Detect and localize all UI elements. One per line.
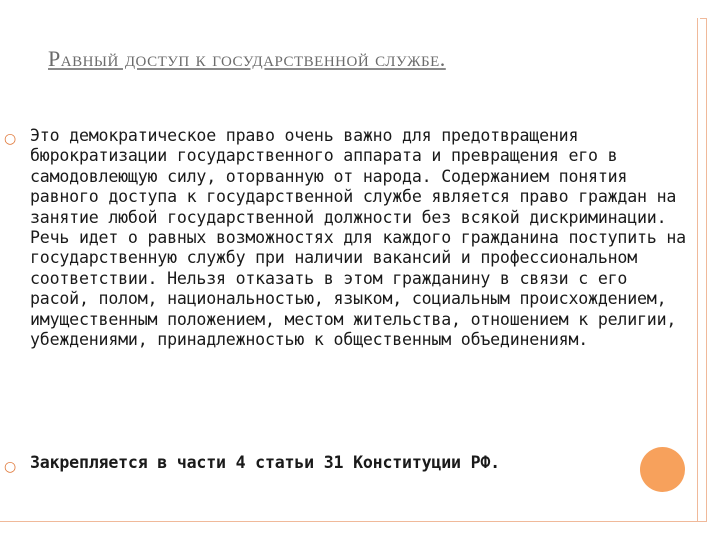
bullet-ring-icon: ○ (4, 459, 17, 475)
bullet-ring-icon: ○ (4, 131, 17, 147)
slide-title: Равный доступ к государственной службе. (48, 46, 446, 71)
decorative-frame-bottom (0, 521, 706, 522)
decorative-circle (640, 447, 685, 492)
decorative-frame-corner (700, 18, 706, 25)
decorative-frame-right (697, 18, 707, 522)
bullet-text: Закрепляется в части 4 статьи 31 Конституции РФ. (30, 453, 500, 472)
bullet-text: Это демократическое право очень важно для предотвращения бюрократизации государственного аппарата и превращения его в самодовлеющую силу, оторванную от народа. Содержанием понятия равного доступа к государственной службе является право граждан на занятие любой государственной должности без всякой дискриминации. Речь идет о равных возможностях для каждого гражданина поступить на государственную службу при наличии вакансий и профессиональном соответствии. Нельзя отказать в этом гражданину в связи с его расой, полом, национальностью, языком, социальным происхождением, имущественным положением, местом жительства, отношением к религии, убеждениями, принадлежностью к общественным объединениям. (30, 126, 686, 350)
